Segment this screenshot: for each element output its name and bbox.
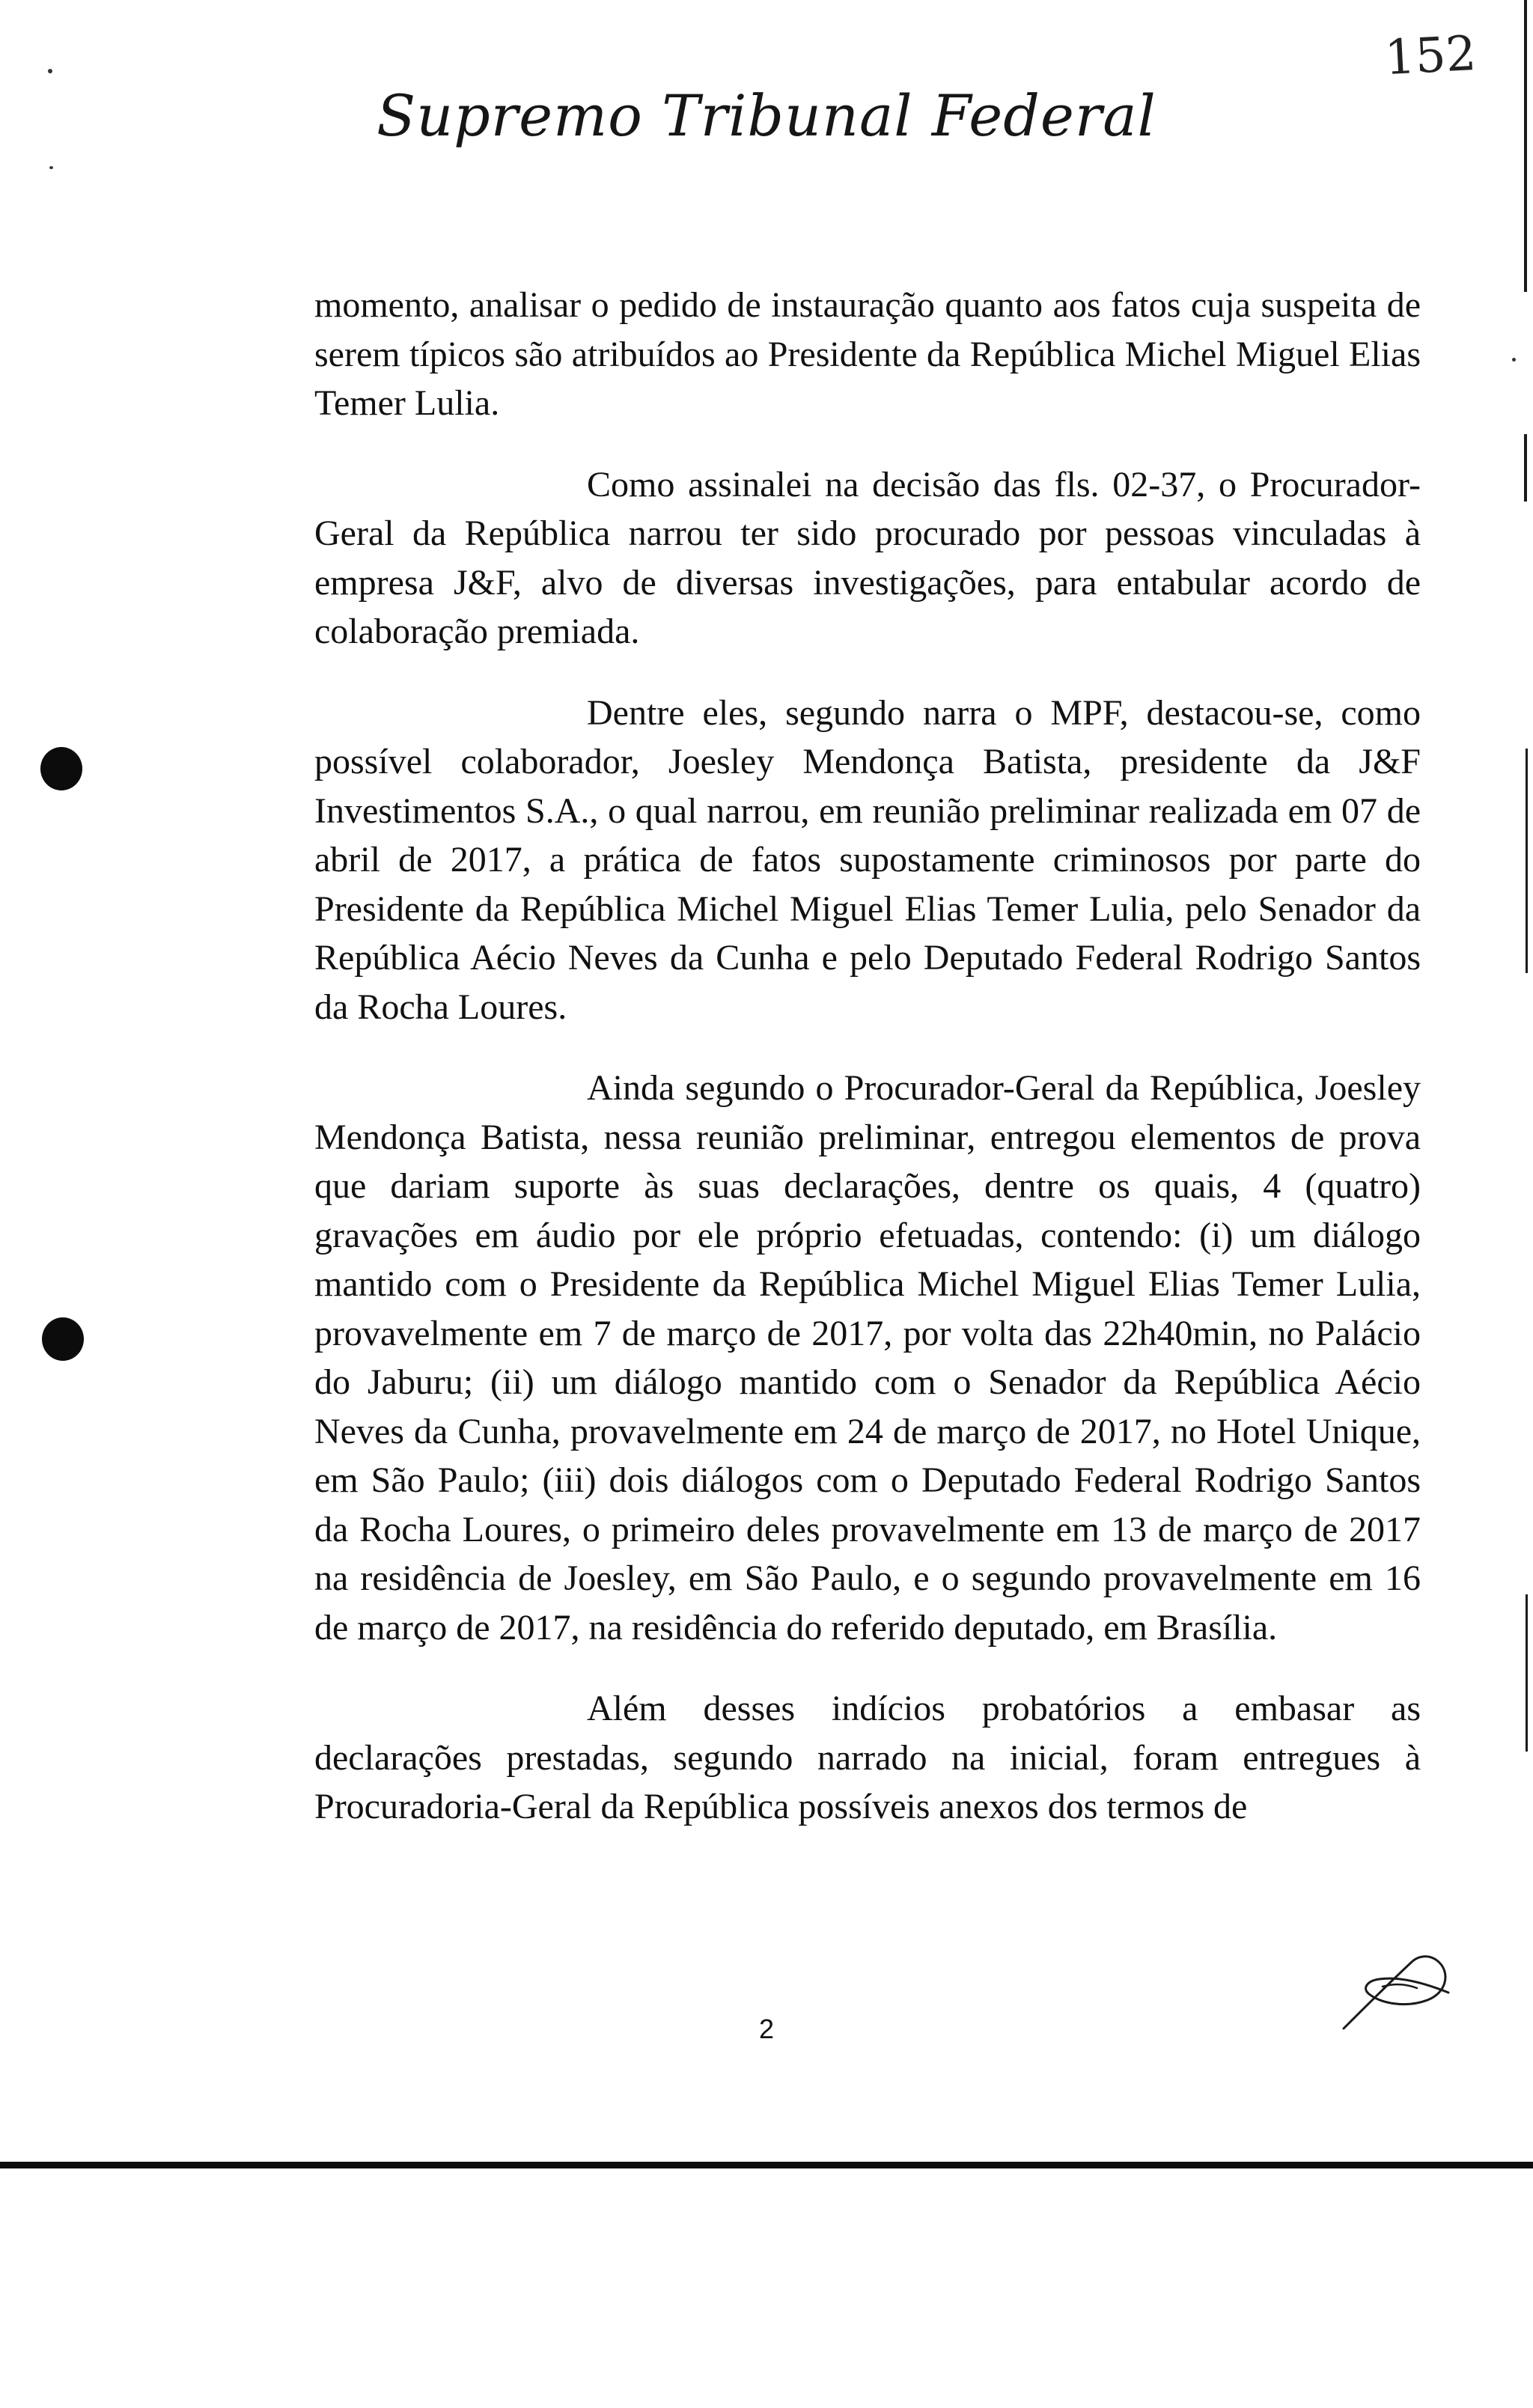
scan-edge-mark bbox=[1526, 749, 1528, 973]
paragraph: Ainda segundo o Procurador-Geral da República, Joesley Mendonça Batista, nessa reunião preliminar, entregou elementos de prova que dariam suporte às suas declarações, dentre os quais, 4 (quatro) gravações em áudio por ele próprio efetuadas, contendo: (i) um diálogo mantido com o Presidente da República Michel Miguel Elias Temer Lulia, provavelmente em 7 de março de 2017, por volta das 22h40min, no Palácio do Jaburu; (ii) um diálogo mantido com o Senador da República Aécio Neves da Cunha, provavelmente em 24 de março de 2017, no Hotel Unique, em São Paulo; (iii) dois diálogos com o Deputado Federal Rodrigo Santos da Rocha Loures, o primeiro deles provavelmente em 13 de março de 2017 na residência de Joesley, em São Paulo, e o segundo provavelmente em 16 de março de 2017, na residência do referido deputado, em Brasília. bbox=[314, 1068, 1421, 1648]
folio-number: 152 bbox=[1383, 25, 1478, 87]
scan-edge-mark bbox=[1524, 434, 1527, 502]
scan-speck bbox=[49, 166, 53, 169]
paragraph: Como assinalei na decisão das fls. 02-37, o Procurador-Geral da República narrou ter sido procurado por pessoas vinculadas à empresa J&F, alvo de diversas investigações, para entabular acordo de colaboração premiada. bbox=[314, 464, 1421, 651]
punch-hole bbox=[40, 747, 82, 790]
page-bottom-edge bbox=[0, 2162, 1533, 2168]
punch-hole bbox=[42, 1317, 84, 1361]
scan-edge-mark bbox=[1526, 1594, 1528, 1752]
paragraph: Dentre eles, segundo narra o MPF, destacou-se, como possível colaborador, Joesley Mendonça Batista, presidente da J&F Investimentos S.A., o qual narrou, em reunião preliminar realizada em 07 de abril de 2017, a prática de fatos supostamente criminosos por parte do Presidente da República Michel Miguel Elias Temer Lulia, pelo Senador da República Aécio Neves da Cunha e pelo Deputado Federal Rodrigo Santos da Rocha Loures. bbox=[314, 692, 1421, 1027]
court-letterhead: Supremo Tribunal Federal bbox=[377, 82, 1156, 149]
paragraph: Além desses indícios probatórios a embasar as declarações prestadas, segundo narrado na inicial, foram entregues à Procuradoria-Geral da República possíveis anexos dos termos de bbox=[314, 1689, 1421, 1826]
paragraph: momento, analisar o pedido de instauração quanto aos fatos cuja suspeita de serem típicos são atribuídos ao Presidente da República Michel Miguel Elias Temer Lulia. bbox=[314, 285, 1421, 423]
page-number: 2 bbox=[758, 2014, 775, 2044]
scan-speck bbox=[1512, 358, 1516, 362]
document-body bbox=[314, 281, 1421, 1864]
scan-speck bbox=[48, 69, 52, 73]
